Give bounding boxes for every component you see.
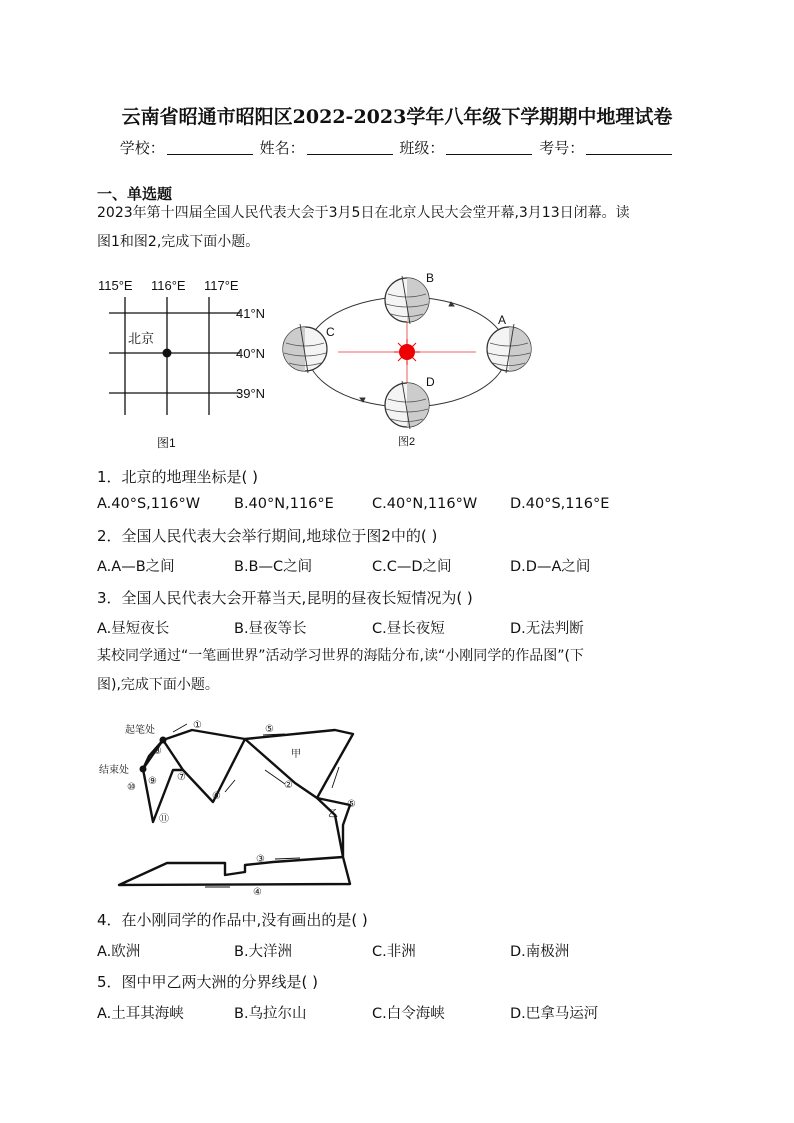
option-2c[interactable]: C.C—D之间	[372, 559, 452, 575]
option-5c[interactable]: C.白令海峡	[372, 1006, 445, 1022]
option-2b[interactable]: B.B—C之间	[234, 559, 313, 575]
class-label: 班级：	[399, 139, 445, 157]
school-label: 学校：	[119, 139, 165, 157]
question-4-stem: 4．在小刚同学的作品中,没有画出的是( )	[97, 911, 368, 929]
start-point	[160, 737, 167, 744]
option-2d[interactable]: D.D—A之间	[510, 559, 591, 575]
orbit-arrow	[450, 304, 454, 306]
marker-8: ⑧	[153, 746, 162, 757]
number-blank	[586, 140, 672, 155]
option-3a[interactable]: A.昼短夜长	[97, 621, 170, 637]
yi-label: 乙	[328, 809, 338, 820]
lon-label: 116°E	[151, 278, 186, 293]
marker-9: ⑨	[148, 776, 157, 787]
point-b-label: B	[426, 271, 435, 285]
intro-paragraph-2	[97, 642, 584, 700]
figure-1-caption: 图1	[157, 436, 176, 450]
option-3c[interactable]: C.昼长夜短	[372, 621, 445, 637]
marker-5b: ⑤	[347, 799, 356, 810]
option-5d[interactable]: D.巴拿马运河	[510, 1006, 599, 1022]
intro-line: 图1和图2,完成下面小题。	[97, 234, 260, 250]
intro-line: 某校同学通过“一笔画世界”活动学习世界的海陆分布,读“小刚同学的作品图”(下	[97, 648, 584, 664]
earth-c-icon	[283, 324, 327, 373]
lat-label: 40°N	[236, 346, 266, 361]
intro-line: 图),完成下面小题。	[97, 677, 219, 693]
lon-label: 117°E	[204, 278, 239, 293]
name-blank	[307, 140, 393, 155]
option-1b[interactable]: B.40°N,116°E	[234, 496, 334, 512]
lon-label: 115°E	[98, 278, 133, 293]
option-5a[interactable]: A.土耳其海峡	[97, 1006, 184, 1022]
question-3-stem: 3．全国人民代表大会开幕当天,昆明的昼夜长短情况为( )	[97, 589, 473, 607]
student-info-row	[0, 137, 794, 158]
marker-2: ②	[284, 780, 293, 791]
option-4c[interactable]: C.非洲	[372, 944, 416, 960]
figure-2-orbit	[278, 268, 540, 453]
marker-11: ⑪	[159, 814, 169, 825]
lat-label: 41°N	[236, 306, 266, 321]
intro-paragraph-1	[97, 199, 630, 257]
option-5b[interactable]: B.乌拉尔山	[234, 1006, 307, 1022]
option-3d[interactable]: D.无法判断	[510, 621, 584, 637]
option-3b[interactable]: B.昼夜等长	[234, 621, 307, 637]
end-point	[140, 766, 147, 773]
name-label: 姓名：	[259, 139, 305, 157]
earth-b-icon	[385, 276, 429, 324]
figure-1-grid	[95, 275, 280, 455]
point-a-label: A	[498, 313, 507, 327]
start-label: 起笔处	[125, 725, 155, 736]
page-title: 云南省昭通市昭阳区2022-2023学年八年级下学期期中地理试卷	[121, 106, 673, 128]
question-1-stem: 1．北京的地理坐标是( )	[97, 468, 259, 486]
number-label: 考号：	[539, 139, 585, 157]
marker-10: ⑩	[127, 782, 136, 793]
class-blank	[446, 140, 532, 155]
option-1d[interactable]: D.40°S,116°E	[510, 496, 610, 512]
figure-2-caption: 图2	[398, 436, 416, 448]
marker-1: ①	[193, 720, 202, 731]
intro-line: 2023年第十四届全国人民代表大会于3月5日在北京人民大会堂开幕,3月13日闭幕。读	[97, 205, 630, 221]
option-4a[interactable]: A.欧洲	[97, 944, 141, 960]
marker-6: ⑥	[212, 791, 221, 802]
question-5-stem: 5．图中甲乙两大洲的分界线是( )	[97, 973, 319, 991]
question-2-stem: 2．全国人民代表大会举行期间,地球位于图2中的( )	[97, 527, 438, 545]
earth-d-icon	[385, 381, 429, 429]
marker-5: ⑤	[265, 724, 274, 735]
option-1a[interactable]: A.40°S,116°W	[97, 496, 201, 512]
figure-3-one-stroke-map	[95, 712, 360, 897]
marker-3: ③	[256, 854, 265, 865]
beijing-label: 北京	[128, 331, 155, 346]
option-4b[interactable]: B.大洋洲	[234, 944, 293, 960]
jia-label: 甲	[291, 749, 301, 760]
option-4d[interactable]: D.南极洲	[510, 944, 570, 960]
beijing-point	[163, 349, 172, 358]
marker-7: ⑦	[177, 772, 186, 783]
marker-4: ④	[253, 887, 262, 897]
lat-label: 39°N	[236, 386, 266, 401]
option-2a[interactable]: A.A—B之间	[97, 559, 175, 575]
point-c-label: C	[326, 325, 335, 339]
point-d-label: D	[426, 375, 435, 389]
orbit-arrow	[360, 398, 364, 400]
section-heading: 一、单选题	[97, 185, 173, 203]
option-1c[interactable]: C.40°N,116°W	[372, 496, 478, 512]
end-label: 结束处	[99, 765, 129, 776]
school-blank	[167, 140, 253, 155]
earth-a-icon	[487, 324, 531, 373]
